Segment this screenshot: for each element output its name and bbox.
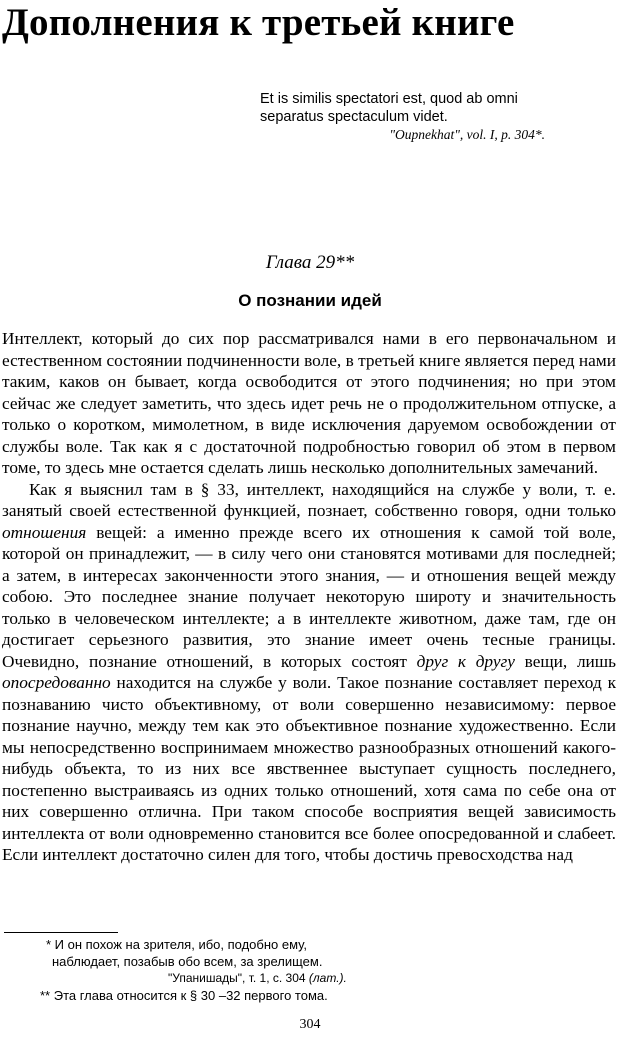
footnote-1-line: * И он похож на зрителя, ибо, подобно ему, xyxy=(46,937,307,952)
page-title: Дополнения к третьей книге xyxy=(2,1,515,44)
body-text xyxy=(2,328,616,866)
paragraph-1: Интеллект, который до сих пор рассматривался нами в его первоначальном и естественном состоянии подчиненности воле, в третьей книге является перед нами таким, каков он бывает, когда освободится от этого подчинения; но при этом сейчас же следует заметить, что здесь идет речь не о продолжительном отпуске, а только о коротком, мимолетном, в виде исключения даруемом освобождении от службы воле. Так как я с достаточной подробностью говорил об этом в первом томе, то здесь мне остается сделать лишь несколько дополнительных замечаний. xyxy=(2,329,616,477)
footnote-divider xyxy=(4,932,118,933)
footnote-source-lang: (лат.). xyxy=(308,971,347,985)
emphasis-otnosheniya: отношения xyxy=(2,522,87,542)
chapter-label: Глава 29** xyxy=(265,252,355,273)
footnotes xyxy=(40,936,420,1004)
emphasis-oposredovanno: опосредованно xyxy=(2,673,111,692)
text-run: находится на службе у воли. Такое познание составляет переход к познаванию чисто объективному, от воли совершенно независимому: первое познание научно, между тем как это объективное познание художественно. Если мы непосредственно воспринимаем множество разнообразных отношений какого-нибудь объекта, то из них все явственнее выступает сущность последнего, постепенно выстраиваясь из одних только отношений, хотя сама по себе она от них совершенно отлична. При таком способе восприятия вещей зависимость интеллекта от воли одновременно становится все более опосредованной и слабеет. Если интеллект достаточно силен для того, чтобы достичь превосходства над xyxy=(2,673,616,864)
footnote-source-text: "Упанишады", т. 1, с. 304 xyxy=(168,971,309,985)
footnote-1-line: наблюдает, позабыв обо всем, за зрелищем. xyxy=(52,954,323,969)
epigraph-line: separatus spectaculum videt. xyxy=(260,109,448,125)
page-number: 304 xyxy=(299,1017,321,1032)
paragraph-2 xyxy=(2,479,616,866)
text-run: Как я выяснил там в § 33, интеллект, находящийся на службе у воли, т. е. занятый своей естественной функцией, познает, собственно говоря, одни только xyxy=(2,479,616,520)
text-run: вещей: а именно прежде всего их отношения к самой той воле, которой он принадлежит, — в силу чего они становятся мотивами для последней; а затем, в интересах законченности этого знания, — и отношения вещей между собою. Это последнее знание получает некоторую широту и значительность только в человеческом интеллекте; а в интеллекте животном, даже там, где он достигает серьезного развития, это знание имеет очень тесные границы. Очевидно, познание отношений, в которых состоят xyxy=(2,522,616,671)
epigraph xyxy=(260,90,600,144)
text-run: вещи, лишь xyxy=(514,651,616,671)
emphasis-drug-k-drugu: друг к другу xyxy=(416,651,515,671)
epigraph-line: Et is similis spectatori est, quod ab omni xyxy=(260,91,518,107)
epigraph-source: "Oupnekhat", vol. I, p. 304*. xyxy=(389,127,545,142)
footnote-1-source xyxy=(40,970,420,987)
footnote-2: ** Эта глава относится к § 30 –32 первого тома. xyxy=(40,988,328,1003)
chapter-title: О познании идей xyxy=(238,291,382,310)
